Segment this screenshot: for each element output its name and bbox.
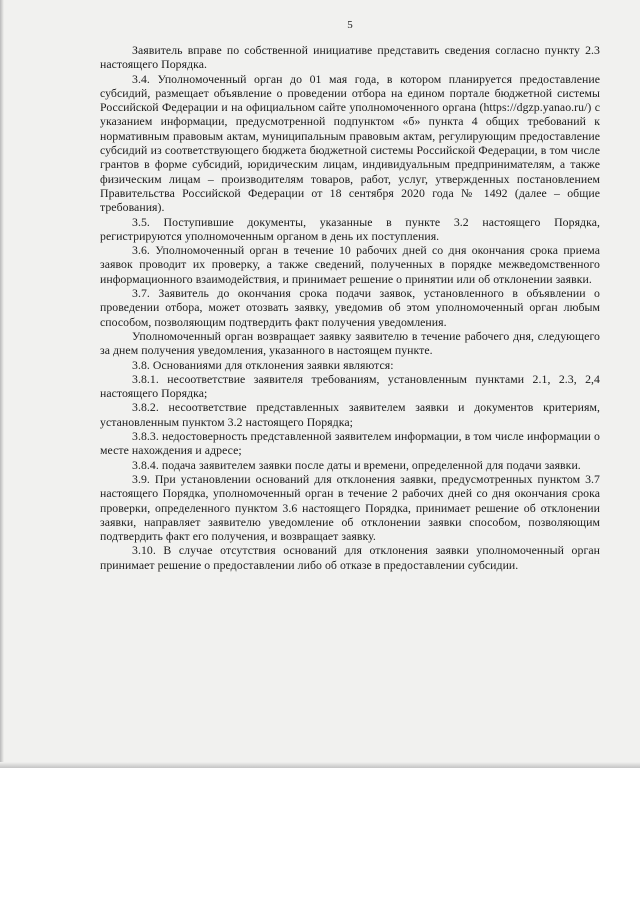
paragraph-applicant-right: Заявитель вправе по собственной инициативе представить сведения согласно пункту 2.3 настоящего Порядка. (100, 43, 600, 72)
paragraph-3-6: 3.6. Уполномоченный орган в течение 10 рабочих дней со дня окончания срока приема заявок проводит их проверку, а также сведений, полученных в порядке межведомственного информационного взаимодействия, и принимает решение о принятии или об отклонении заявки. (100, 243, 600, 286)
paragraph-3-5: 3.5. Поступившие документы, указанные в пункте 3.2 настоящего Порядка, регистрируются уполномоченным органом в день их поступления. (100, 214, 600, 243)
paragraph-3-8-1: 3.8.1. несоответствие заявителя требованиям, установленным пунктами 2.1, 2.3, 2,4 настоящего Порядка; (100, 371, 600, 401)
paragraph-3-10: 3.10. В случае отсутствия оснований для отклонения заявки уполномоченный орган принимает решение о предоставлении либо об отказе в предоставлении субсидии. (100, 543, 600, 572)
page-number: 5 (347, 19, 353, 31)
paragraph-3-8-2: 3.8.2. несоответствие представленных заявителем заявки и документов критериям, установленным пунктом 3.2 настоящего Порядка; (100, 400, 600, 429)
paragraph-3-7-return: Уполномоченный орган возвращает заявку заявителю в течение рабочего дня, следующего за днем получения уведомления, указанного в настоящем пункте. (100, 328, 600, 358)
paragraph-3-8-4: 3.8.4. подача заявителем заявки после даты и времени, определенной для подачи заявки. (132, 457, 581, 472)
paragraph-3-4: 3.4. Уполномоченный орган до 01 мая года, в котором планируется предоставление субсидий, размещает объявление о проведении отбора на едином портале бюджетной системы Российской Федерации и на официальном сайте уполномоченного органа (https://dgzp.yanao.ru/) с указанием информации, предусмотренной подпунктом «б» пункта 4 общих требований к нормативным правовым актам, муниципальным правовым актам, регулирующим предоставление субсидий из соответствующего бюджета бюджетной системы Российской Федерации, в том числе грантов в форме субсидий, юридическим лицам, индивидуальным предпринимателям, а также физическим лицам – производителям товаров, работ, услуг, утвержденных постановлением Правительства Российской Федерации от 18 сентября 2020 года № 1492 (далее – общие требования). (100, 71, 600, 215)
paragraph-3-8: 3.8. Основаниями для отклонения заявки являются: (132, 357, 394, 372)
scan-shadow-left (0, 0, 4, 768)
paragraph-3-8-3: 3.8.3. недостоверность представленной заявителем информации, в том числе информации о месте нахождения и адресе; (100, 429, 600, 458)
document-page (100, 20, 600, 572)
paragraph-3-7: 3.7. Заявитель до окончания срока подачи заявок, установленного в объявлении о проведении отбора, может отозвать заявку, уведомив об этом уполномоченный орган любым способом, позволяющим подтвердить факт получения уведомления. (100, 286, 600, 329)
scan-shadow-bottom (0, 762, 640, 768)
paragraph-3-9: 3.9. При установлении оснований для отклонения заявки, предусмотренных пунктом 3.7 настоящего Порядка, уполномоченный орган в течение 2 рабочих дней со дня окончания срока проверки, определенного пунктом 3.6 настоящего Порядка, принимает решение об отклонении заявки, направляет заявителю уведомление об отклонении заявки способом, позволяющим подтвердить факт его получения, и возвращает заявку. (100, 471, 600, 544)
